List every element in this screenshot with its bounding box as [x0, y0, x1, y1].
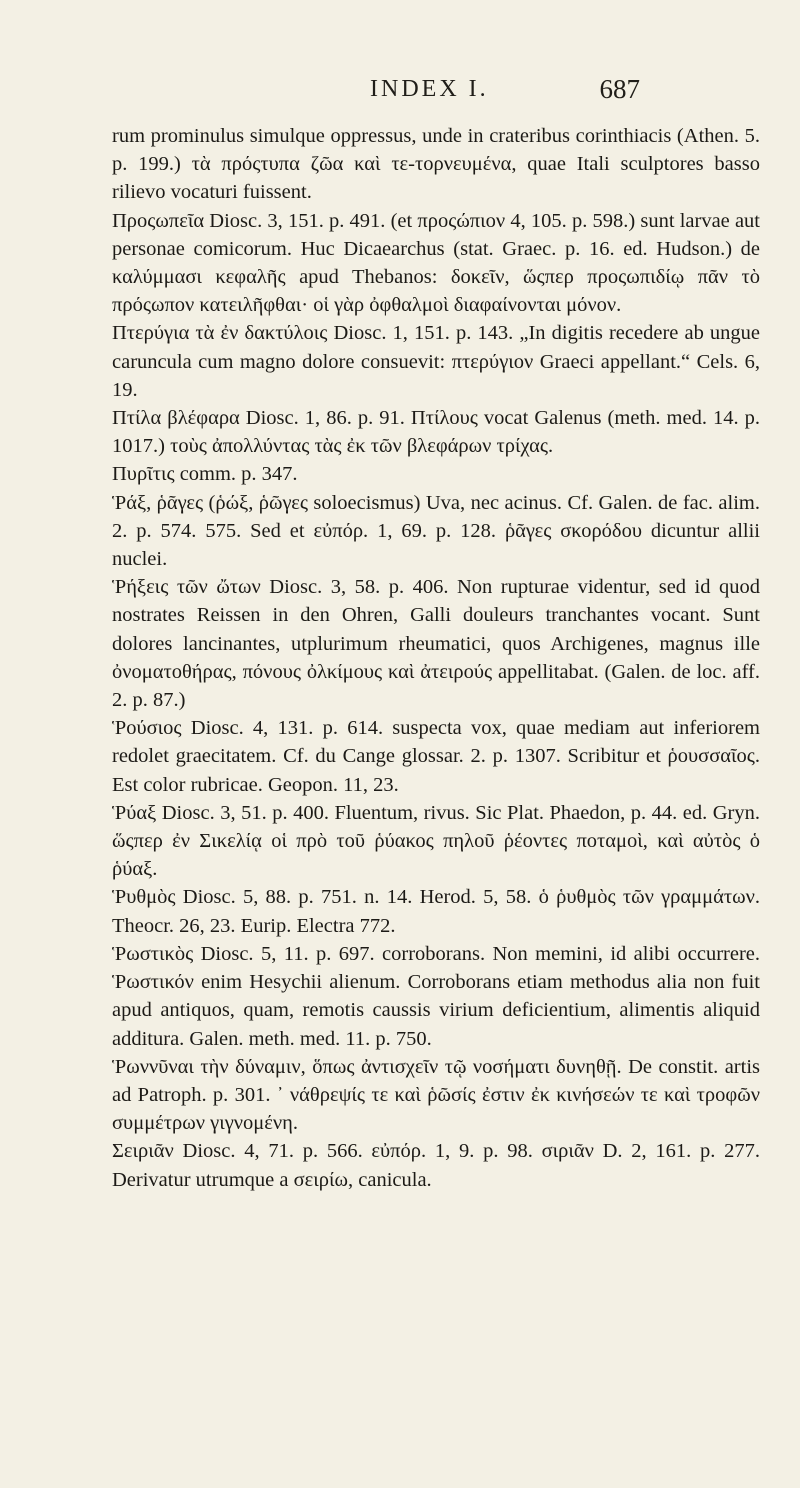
index-entry-rhostikos: Ῥωστικὸς Diosc. 5, 11. p. 697. corroborans. Non memini, id alibi occurrere. Ῥωστικόν enim Hesychii alienum. Corroborans etiam methodus alia non fuit apud antiquos, quam, remotis caussis virium deficientium, alimentis aliquid additura. Galen. meth. med. 11. p. 750.	[112, 942, 760, 1050]
index-entry-ptila: Πτίλα βλέφαρα Diosc. 1, 86. p. 91. Πτίλους vocat Galenus (meth. med. 14. p. 1017.) τοὺς ἀπολλύντας τὰς ἐκ τῶν βλεφάρων τρίχας.	[112, 407, 760, 458]
index-entry-continuation: rum prominulus simulque oppressus, unde in crateribus corinthiacis (Athen. 5. p. 199.) τὰ πρόςτυπα ζῶα καὶ τε-τορνευμένα, quae Itali sculptores basso rilievo vocaturi fuissent.	[112, 125, 760, 204]
index-entry-rhax: Ῥάξ, ῥᾶγες (ῥώξ, ῥῶγες soloecismus) Uva, nec acinus. Cf. Galen. de fac. alim. 2. p. 574. 575. Sed et εὐπόρ. 1, 69. p. 128. ῥᾶγες σκορόδου dicuntur allii nuclei.	[112, 491, 760, 571]
index-entry-pyritis: Πυρῖτις comm. p. 347.	[112, 463, 298, 486]
index-entry-seirian: Σειριᾶν Diosc. 4, 71. p. 566. εὐπόρ. 1, 9. p. 98. σιριᾶν D. 2, 161. p. 277. Derivatur utrumque a σειρίω, canicula.	[112, 1140, 760, 1191]
page-number: 687	[599, 74, 640, 104]
index-entry-rhonnynai: Ῥωννῦναι τὴν δύναμιν, ὅπως ἀντισχεῖν τῷ νοσήματι δυνηθῇ. De constit. artis ad Patroph. p. 301. ᾽ νάθρεψίς τε καὶ ῥῶσίς ἐστιν ἐκ κινήσεών τε καὶ τροφῶν συμμέτρων γιγνομένη.	[112, 1055, 760, 1135]
index-entry-prosopeia: Προςωπεῖα Diosc. 3, 151. p. 491. (et προςώπιον 4, 105. p. 598.) sunt larvae aut personae comicorum. Huc Dicaearchus (stat. Graec. p. 16. ed. Hudson.) de καλύμμασι κεφαλῆς apud Thebanos: δοκεῖν, ὥςπερ προςωπιδίῳ πᾶν τὸ πρόςωπον κατειλῆφθαι· οἱ γὰρ ὀφθαλμοὶ διαφαίνονται μόνον.	[112, 209, 760, 317]
index-body	[112, 122, 760, 1194]
index-entry-rhyax: Ῥύαξ Diosc. 3, 51. p. 400. Fluentum, rivus. Sic Plat. Phaedon, p. 44. ed. Gryn. ὥςπερ ἐν Σικελίᾳ οἱ πρὸ τοῦ ῥύακος πηλοῦ ῥέοντες ποταμοὶ, καὶ αὐτὸς ὁ ῥύαξ.	[112, 801, 760, 881]
running-head-title: INDEX I.	[370, 76, 489, 102]
index-entry-rhousios: Ῥούσιος Diosc. 4, 131. p. 614. suspecta vox, quae mediam aut inferiorem redolet graecitatem. Cf. du Cange glossar. 2. p. 1307. Scribitur et ῥουσσαῖος. Est color rubricae. Geopon. 11, 23.	[112, 717, 760, 796]
index-entry-pterygia: Πτερύγια τὰ ἐν δακτύλοις Diosc. 1, 151. p. 143. „In digitis recedere ab ungue caruncula cum magno dolore consuevit: πτερύγιον Graeci appellant.“ Cels. 6, 19.	[112, 322, 760, 401]
index-entry-rhexeis: Ῥήξεις τῶν ὤτων Diosc. 3, 58. p. 406. Non rupturae videntur, sed id quod nostrates Reissen in den Ohren, Galli douleurs tranchantes vocant. Sunt dolores lancinantes, utplurimum rheumatici, quos Archigenes, magnus ille ὀνοματοθήρας, πόνους ὀλκίμους καὶ ἀτειρούς appellitabat. (Galen. de loc. aff. 2. p. 87.)	[112, 576, 760, 712]
index-entry-rhythmos: Ῥυθμὸς Diosc. 5, 88. p. 751. n. 14. Herod. 5, 58. ὁ ῥυθμὸς τῶν γραμμάτων. Theocr. 26, 23. Eurip. Electra 772.	[112, 886, 760, 937]
running-head	[0, 76, 800, 108]
